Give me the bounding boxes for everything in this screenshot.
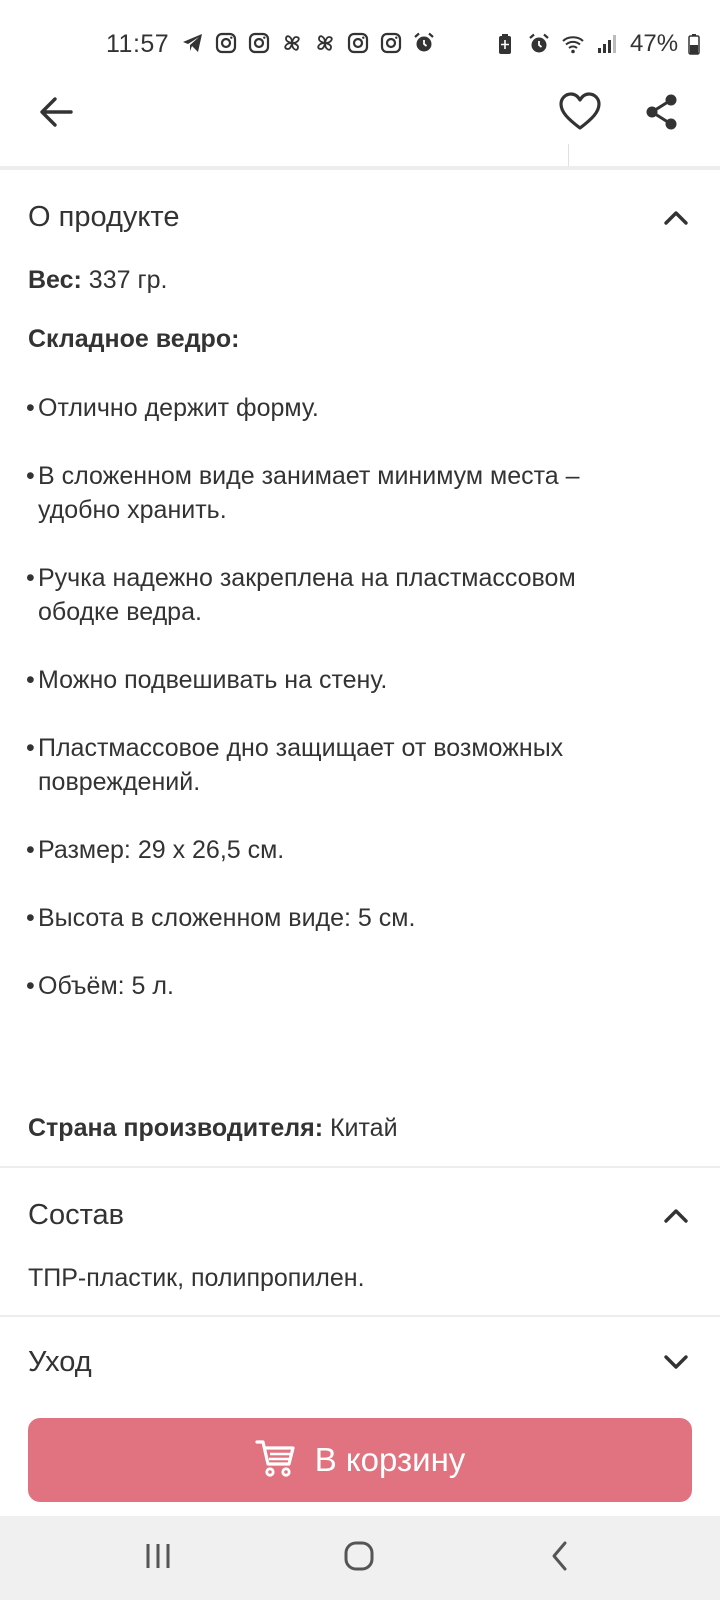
home-icon: [343, 1540, 375, 1577]
bullet-item: • Можно подвешивать на стену.: [26, 666, 388, 694]
recent-apps-button[interactable]: [136, 1536, 180, 1580]
chevron-left-icon: [550, 1540, 570, 1577]
section-divider: [0, 1166, 720, 1168]
bullet-item: • Пластмассовое дно защищает от возможных повреждений.: [26, 734, 564, 796]
heart-icon: [558, 92, 602, 137]
add-to-cart-label: В корзину: [314, 1441, 466, 1478]
alarm-icon: [411, 30, 437, 56]
section-title-care: Уход: [28, 1345, 92, 1378]
instagram-icon: [345, 30, 371, 56]
alarm-icon: [526, 31, 552, 57]
home-button[interactable]: [337, 1536, 381, 1580]
country-line: [28, 1111, 398, 1145]
battery-icon: [686, 31, 702, 57]
country-label: Страна производителя:: [28, 1114, 324, 1142]
section-title-about: О продукте: [28, 200, 180, 233]
divider-tick: [568, 144, 569, 166]
back-nav-button[interactable]: [538, 1536, 582, 1580]
battery-percent: 47%: [630, 30, 679, 57]
instagram-icon: [213, 30, 239, 56]
notification-icons: [180, 30, 437, 56]
bullet-item: • Объём: 5 л.: [26, 972, 174, 1000]
battery-saver-icon: [492, 31, 518, 57]
recent-apps-icon: [143, 1542, 173, 1575]
app-bar: [0, 88, 720, 166]
chevron-down-icon: [660, 1346, 692, 1378]
section-header-care[interactable]: [28, 1337, 692, 1387]
telegram-icon: [180, 30, 206, 56]
cart-icon: [255, 1438, 297, 1483]
system-icons: [492, 30, 702, 58]
section-divider: [0, 1315, 720, 1317]
chevron-up-icon: [660, 201, 692, 233]
bullet-item: • В сложенном виде занимает минимум места – удобно хранить.: [26, 462, 580, 524]
weight-value: 337 гр.: [81, 266, 168, 294]
product-subtitle: Складное ведро:: [28, 325, 240, 353]
country-value: Китай: [323, 1114, 398, 1142]
section-header-composition[interactable]: [28, 1190, 692, 1240]
bullet-item: • Высота в сложенном виде: 5 см.: [26, 904, 416, 932]
navigation-bar: [0, 1516, 720, 1600]
app-bar-divider: [0, 166, 720, 170]
arrow-left-icon: [36, 92, 76, 137]
back-button[interactable]: [30, 88, 82, 140]
share-icon: [644, 93, 680, 136]
signal-icon: [594, 31, 620, 57]
status-bar: [0, 0, 720, 88]
wifi-icon: [560, 31, 586, 57]
chevron-up-icon: [660, 1199, 692, 1231]
composition-text: ТПР-пластик, полипропилен.: [28, 1264, 365, 1292]
bullet-item: • Размер: 29 х 26,5 см.: [26, 836, 285, 864]
share-button[interactable]: [636, 88, 688, 140]
add-to-cart-button[interactable]: [28, 1418, 692, 1502]
pinwheel-icon: [312, 30, 338, 56]
weight-label: Вес:: [28, 266, 82, 294]
bullet-item: • Отлично держит форму.: [26, 394, 319, 422]
weight-line: [28, 263, 167, 297]
bullet-item: • Ручка надежно закреплена на пластмассовом ободке ведра.: [26, 564, 576, 626]
section-title-composition: Состав: [28, 1198, 125, 1231]
instagram-icon: [378, 30, 404, 56]
pinwheel-icon: [279, 30, 305, 56]
status-time: 11:57: [106, 30, 170, 58]
favorite-button[interactable]: [552, 88, 608, 140]
instagram-icon: [246, 30, 272, 56]
section-header-about[interactable]: [28, 192, 692, 242]
